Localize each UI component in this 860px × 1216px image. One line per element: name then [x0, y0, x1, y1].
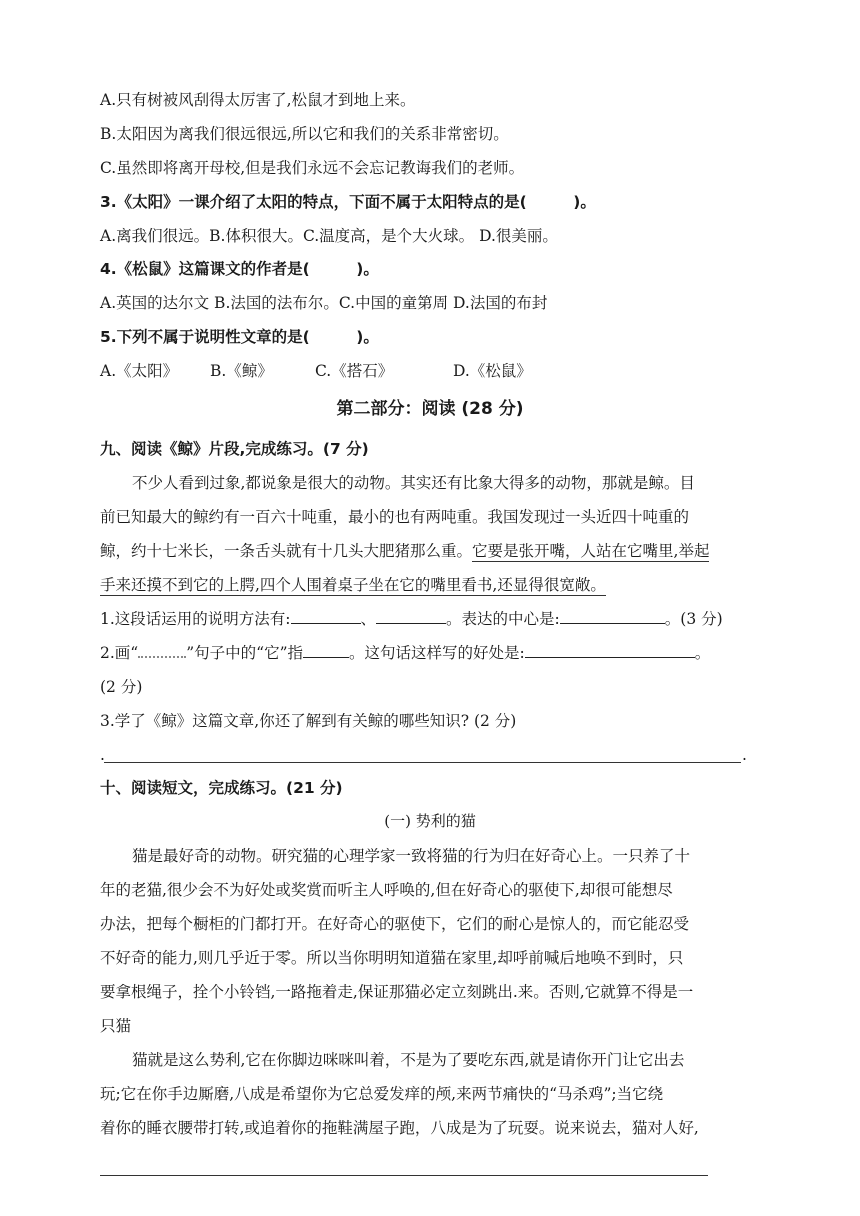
q9-sub-1-sep: 、 [360, 610, 377, 628]
q9-sub-2 [100, 643, 710, 663]
q10-p2-line-3: 着你的睡衣腰带打转,或追着你的拖鞋满屋子跑，八成是为了玩耍。说来说去，猫对人好, [100, 1119, 699, 1137]
answer-line-dot-left: . [100, 746, 105, 764]
answer-blank[interactable] [560, 609, 665, 624]
q9-sub-2-score: (2 分) [100, 678, 143, 696]
q9-sub-2-end: 。 [694, 644, 711, 662]
answer-line-dot-right: . [742, 746, 747, 764]
option-b-line: B.太阳因为离我们很远很远,所以它和我们的关系非常密切。 [100, 125, 509, 143]
q9-passage-line-2: 前已知最大的鲸约有一百六十吨重，最小的也有两吨重。我国发现过一头近四十吨重的 [100, 508, 690, 526]
q9-passage-line-4 [100, 575, 606, 595]
option-c-line: C.虽然即将离开母校,但是我们永远不会忘记教诲我们的老师。 [100, 159, 525, 177]
passage-subtitle: (一) 势利的猫 [384, 812, 476, 830]
question-5-option-d: D.《松鼠》 [453, 362, 532, 380]
q9-passage-line-3 [100, 541, 709, 561]
question-3: 3.《太阳》一课介绍了太阳的特点，下面不属于太阳特点的是( )。 [100, 193, 596, 211]
q10-p1-line-6: 只猫 [100, 1017, 132, 1035]
footer-rule [100, 1175, 708, 1176]
q9-sub-1-score: 。(3 分) [664, 610, 723, 628]
answer-line[interactable] [104, 762, 741, 763]
question-5-option-b: B.《鲸》 [210, 362, 273, 380]
q9-sub-2-mid: ”句子中的“它”指 [186, 644, 303, 662]
question-4: 4.《松鼠》这篇课文的作者是( )。 [100, 260, 379, 278]
q9-sub-2-mid2: 。这句话这样写的好处是: [349, 644, 525, 662]
q10-p1-line-1: 猫是最好奇的动物。研究猫的心理学家一致将猫的行为归在好奇心上。一只养了十 [132, 847, 691, 865]
q9-heading: 九、阅读《鲸》片段,完成练习。(7 分) [100, 440, 369, 458]
answer-blank[interactable] [303, 643, 349, 658]
q10-p1-line-4: 不好奇的能力,则几乎近于零。所以当你明明知道猫在家里,却呼前喊后地唤不到时，只 [100, 949, 684, 967]
section-title: 第二部分：阅读 (28 分) [336, 399, 524, 419]
q10-p1-line-3: 办法，把每个橱柜的门都打开。在好奇心的驱使下，它们的耐心是惊人的，而它能忍受 [100, 915, 690, 933]
wavy-line-mark [138, 644, 186, 658]
question-5-option-a: A.《太阳》 [100, 362, 179, 380]
q9-passage-line-1: 不少人看到过象,都说象是很大的动物。其实还有比象大得多的动物，那就是鲸。目 [132, 474, 695, 492]
q10-heading: 十、阅读短文，完成练习。(21 分) [100, 779, 343, 797]
question-4-options: A.英国的达尔文 B.法国的法布尔。C.中国的童第周 D.法国的布封 [100, 294, 548, 312]
underlined-sentence: 它要是张开嘴，人站在它嘴里,举起 [472, 542, 710, 560]
q9-sub-3: 3.学了《鲸》这篇文章,你还了解到有关鲸的哪些知识? (2 分) [100, 712, 517, 730]
q10-p1-line-5: 要拿根绳子，拴个小铃铛,一路拖着走,保证那猫必定立刻跳出.来。否则,它就算不得是一 [100, 983, 694, 1001]
q10-p2-line-2: 玩;它在你手边厮磨,八成是希望你为它总爱发痒的颅,来两节痛快的“马杀鸡”;当它绕 [100, 1085, 664, 1103]
question-5: 5.下列不属于说明性文章的是( )。 [100, 328, 379, 346]
q9-sub-1 [100, 609, 723, 629]
question-5-option-c: C.《搭石》 [315, 362, 394, 380]
answer-blank[interactable] [291, 609, 361, 624]
answer-blank[interactable] [376, 609, 446, 624]
underlined-sentence-cont: 手来还摸不到它的上腭,四个人围着桌子坐在它的嘴里看书,还显得很宽敞。 [100, 576, 606, 594]
q10-p1-line-2: 年的老猫,很少会不为好处或奖赏而听主人呼唤的,但在好奇心的驱使下,却很可能想尽 [100, 881, 673, 899]
option-a-line: A.只有树被风刮得太厉害了,松鼠才到地上来。 [100, 91, 416, 109]
q9-sub-2-label: 2.画“ [100, 644, 139, 662]
question-3-options: A.离我们很远。B.体积很大。C.温度高，是个大火球。 D.很美丽。 [100, 227, 558, 245]
q9-passage-text: 鲸，约十七米长，一条舌头就有十几头大肥猪那么重。 [100, 542, 473, 560]
q9-sub-1-label: 1.这段话运用的说明方法有: [100, 610, 291, 628]
q10-p2-line-1: 猫就是这么势利,它在你脚边咪咪叫着，不是为了要吃东西,就是请你开门让它出去 [132, 1051, 685, 1069]
q9-sub-1-mid: 。表达的中心是: [446, 610, 560, 628]
answer-blank[interactable] [525, 643, 695, 658]
